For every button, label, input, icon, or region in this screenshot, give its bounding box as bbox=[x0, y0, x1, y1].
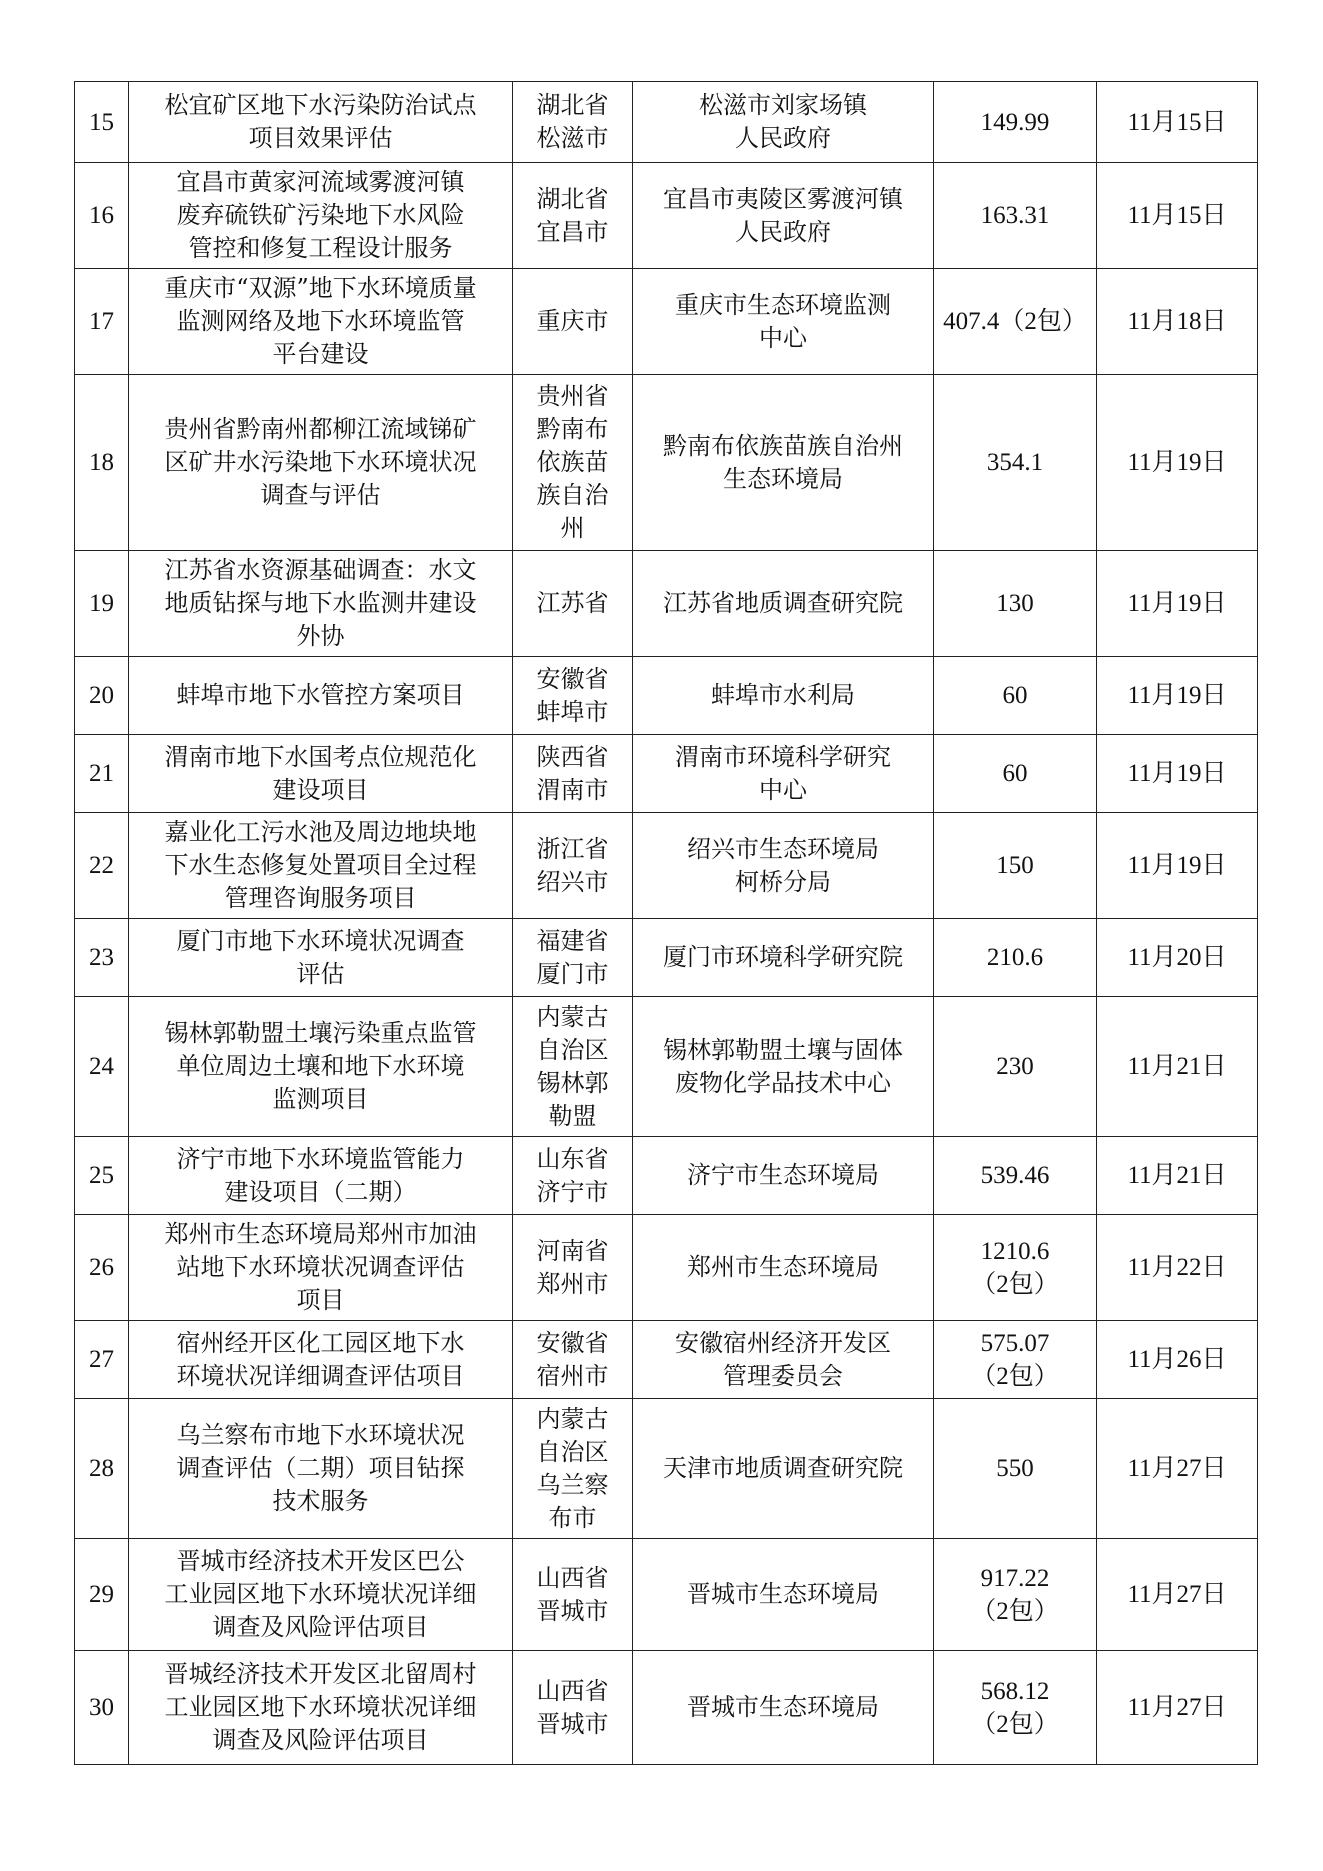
project-name: 乌兰察布市地下水环境状况 调查评估（二期）项目钻探 技术服务 bbox=[129, 1399, 513, 1539]
table-row bbox=[75, 657, 1258, 735]
table-row bbox=[75, 1651, 1258, 1765]
project-name: 江苏省水资源基础调查：水文 地质钻探与地下水监测井建设 外协 bbox=[129, 551, 513, 657]
region: 山西省 晋城市 bbox=[513, 1651, 633, 1765]
date: 11月26日 bbox=[1097, 1321, 1258, 1399]
region: 安徽省 蚌埠市 bbox=[513, 657, 633, 735]
purchasing-unit: 厦门市环境科学研究院 bbox=[633, 919, 934, 997]
row-number: 27 bbox=[75, 1321, 129, 1399]
region: 山西省 晋城市 bbox=[513, 1539, 633, 1651]
project-name: 厦门市地下水环境状况调查 评估 bbox=[129, 919, 513, 997]
row-number: 25 bbox=[75, 1137, 129, 1215]
region: 浙江省 绍兴市 bbox=[513, 813, 633, 919]
row-number: 22 bbox=[75, 813, 129, 919]
date: 11月19日 bbox=[1097, 551, 1258, 657]
budget-amount: 354.1 bbox=[934, 375, 1097, 551]
region: 湖北省 松滋市 bbox=[513, 82, 633, 163]
purchasing-unit: 宜昌市夷陵区雾渡河镇 人民政府 bbox=[633, 163, 934, 269]
budget-amount: 550 bbox=[934, 1399, 1097, 1539]
date: 11月21日 bbox=[1097, 1137, 1258, 1215]
table-row bbox=[75, 919, 1258, 997]
budget-amount: 130 bbox=[934, 551, 1097, 657]
budget-amount: 1210.6 （2包） bbox=[934, 1215, 1097, 1321]
date: 11月19日 bbox=[1097, 813, 1258, 919]
purchasing-unit: 济宁市生态环境局 bbox=[633, 1137, 934, 1215]
row-number: 18 bbox=[75, 375, 129, 551]
table-row bbox=[75, 735, 1258, 813]
budget-amount: 917.22 （2包） bbox=[934, 1539, 1097, 1651]
region: 福建省 厦门市 bbox=[513, 919, 633, 997]
project-name: 贵州省黔南州都柳江流域锑矿 区矿井水污染地下水环境状况 调查与评估 bbox=[129, 375, 513, 551]
table-row bbox=[75, 1399, 1258, 1539]
row-number: 26 bbox=[75, 1215, 129, 1321]
project-name: 渭南市地下水国考点位规范化 建设项目 bbox=[129, 735, 513, 813]
project-name: 锡林郭勒盟土壤污染重点监管 单位周边土壤和地下水环境 监测项目 bbox=[129, 997, 513, 1137]
budget-amount: 150 bbox=[934, 813, 1097, 919]
project-table-body bbox=[75, 82, 1258, 1765]
purchasing-unit: 黔南布依族苗族自治州 生态环境局 bbox=[633, 375, 934, 551]
budget-amount: 210.6 bbox=[934, 919, 1097, 997]
table-row bbox=[75, 82, 1258, 163]
budget-amount: 539.46 bbox=[934, 1137, 1097, 1215]
date: 11月20日 bbox=[1097, 919, 1258, 997]
project-name: 郑州市生态环境局郑州市加油 站地下水环境状况调查评估 项目 bbox=[129, 1215, 513, 1321]
date: 11月27日 bbox=[1097, 1399, 1258, 1539]
budget-amount: 407.4（2包） bbox=[934, 269, 1097, 375]
date: 11月19日 bbox=[1097, 657, 1258, 735]
purchasing-unit: 郑州市生态环境局 bbox=[633, 1215, 934, 1321]
project-table bbox=[74, 81, 1258, 1765]
purchasing-unit: 晋城市生态环境局 bbox=[633, 1539, 934, 1651]
budget-amount: 60 bbox=[934, 735, 1097, 813]
purchasing-unit: 松滋市刘家场镇 人民政府 bbox=[633, 82, 934, 163]
region: 湖北省 宜昌市 bbox=[513, 163, 633, 269]
project-name: 重庆市“双源”地下水环境质量 监测网络及地下水环境监管 平台建设 bbox=[129, 269, 513, 375]
purchasing-unit: 蚌埠市水利局 bbox=[633, 657, 934, 735]
project-name: 宜昌市黄家河流域雾渡河镇 废弃硫铁矿污染地下水风险 管控和修复工程设计服务 bbox=[129, 163, 513, 269]
region: 江苏省 bbox=[513, 551, 633, 657]
row-number: 19 bbox=[75, 551, 129, 657]
budget-amount: 149.99 bbox=[934, 82, 1097, 163]
region: 山东省 济宁市 bbox=[513, 1137, 633, 1215]
date: 11月15日 bbox=[1097, 163, 1258, 269]
row-number: 30 bbox=[75, 1651, 129, 1765]
project-name: 晋城经济技术开发区北留周村 工业园区地下水环境状况详细 调查及风险评估项目 bbox=[129, 1651, 513, 1765]
region: 河南省 郑州市 bbox=[513, 1215, 633, 1321]
project-name: 嘉业化工污水池及周边地块地 下水生态修复处置项目全过程 管理咨询服务项目 bbox=[129, 813, 513, 919]
budget-amount: 575.07 （2包） bbox=[934, 1321, 1097, 1399]
date: 11月22日 bbox=[1097, 1215, 1258, 1321]
row-number: 24 bbox=[75, 997, 129, 1137]
table-row bbox=[75, 1321, 1258, 1399]
purchasing-unit: 晋城市生态环境局 bbox=[633, 1651, 934, 1765]
date: 11月15日 bbox=[1097, 82, 1258, 163]
purchasing-unit: 渭南市环境科学研究 中心 bbox=[633, 735, 934, 813]
table-row bbox=[75, 997, 1258, 1137]
purchasing-unit: 安徽宿州经济开发区 管理委员会 bbox=[633, 1321, 934, 1399]
region: 陕西省 渭南市 bbox=[513, 735, 633, 813]
purchasing-unit: 锡林郭勒盟土壤与固体 废物化学品技术中心 bbox=[633, 997, 934, 1137]
date: 11月27日 bbox=[1097, 1539, 1258, 1651]
table-row bbox=[75, 813, 1258, 919]
budget-amount: 60 bbox=[934, 657, 1097, 735]
purchasing-unit: 天津市地质调查研究院 bbox=[633, 1399, 934, 1539]
project-name: 宿州经开区化工园区地下水 环境状况详细调查评估项目 bbox=[129, 1321, 513, 1399]
row-number: 23 bbox=[75, 919, 129, 997]
row-number: 15 bbox=[75, 82, 129, 163]
region: 贵州省 黔南布 依族苗 族自治 州 bbox=[513, 375, 633, 551]
purchasing-unit: 绍兴市生态环境局 柯桥分局 bbox=[633, 813, 934, 919]
row-number: 29 bbox=[75, 1539, 129, 1651]
date: 11月18日 bbox=[1097, 269, 1258, 375]
table-row bbox=[75, 551, 1258, 657]
project-name: 济宁市地下水环境监管能力 建设项目（二期） bbox=[129, 1137, 513, 1215]
date: 11月19日 bbox=[1097, 375, 1258, 551]
row-number: 21 bbox=[75, 735, 129, 813]
region: 重庆市 bbox=[513, 269, 633, 375]
region: 内蒙古 自治区 乌兰察 布市 bbox=[513, 1399, 633, 1539]
table-row bbox=[75, 163, 1258, 269]
project-name: 晋城市经济技术开发区巴公 工业园区地下水环境状况详细 调查及风险评估项目 bbox=[129, 1539, 513, 1651]
row-number: 28 bbox=[75, 1399, 129, 1539]
region: 内蒙古 自治区 锡林郭 勒盟 bbox=[513, 997, 633, 1137]
table-row bbox=[75, 269, 1258, 375]
purchasing-unit: 重庆市生态环境监测 中心 bbox=[633, 269, 934, 375]
budget-amount: 568.12 （2包） bbox=[934, 1651, 1097, 1765]
row-number: 16 bbox=[75, 163, 129, 269]
budget-amount: 163.31 bbox=[934, 163, 1097, 269]
project-name: 松宜矿区地下水污染防治试点 项目效果评估 bbox=[129, 82, 513, 163]
row-number: 20 bbox=[75, 657, 129, 735]
table-row bbox=[75, 1137, 1258, 1215]
budget-amount: 230 bbox=[934, 997, 1097, 1137]
table-row bbox=[75, 1215, 1258, 1321]
region: 安徽省 宿州市 bbox=[513, 1321, 633, 1399]
date: 11月19日 bbox=[1097, 735, 1258, 813]
date: 11月21日 bbox=[1097, 997, 1258, 1137]
table-row bbox=[75, 1539, 1258, 1651]
project-name: 蚌埠市地下水管控方案项目 bbox=[129, 657, 513, 735]
table-row bbox=[75, 375, 1258, 551]
row-number: 17 bbox=[75, 269, 129, 375]
date: 11月27日 bbox=[1097, 1651, 1258, 1765]
purchasing-unit: 江苏省地质调查研究院 bbox=[633, 551, 934, 657]
